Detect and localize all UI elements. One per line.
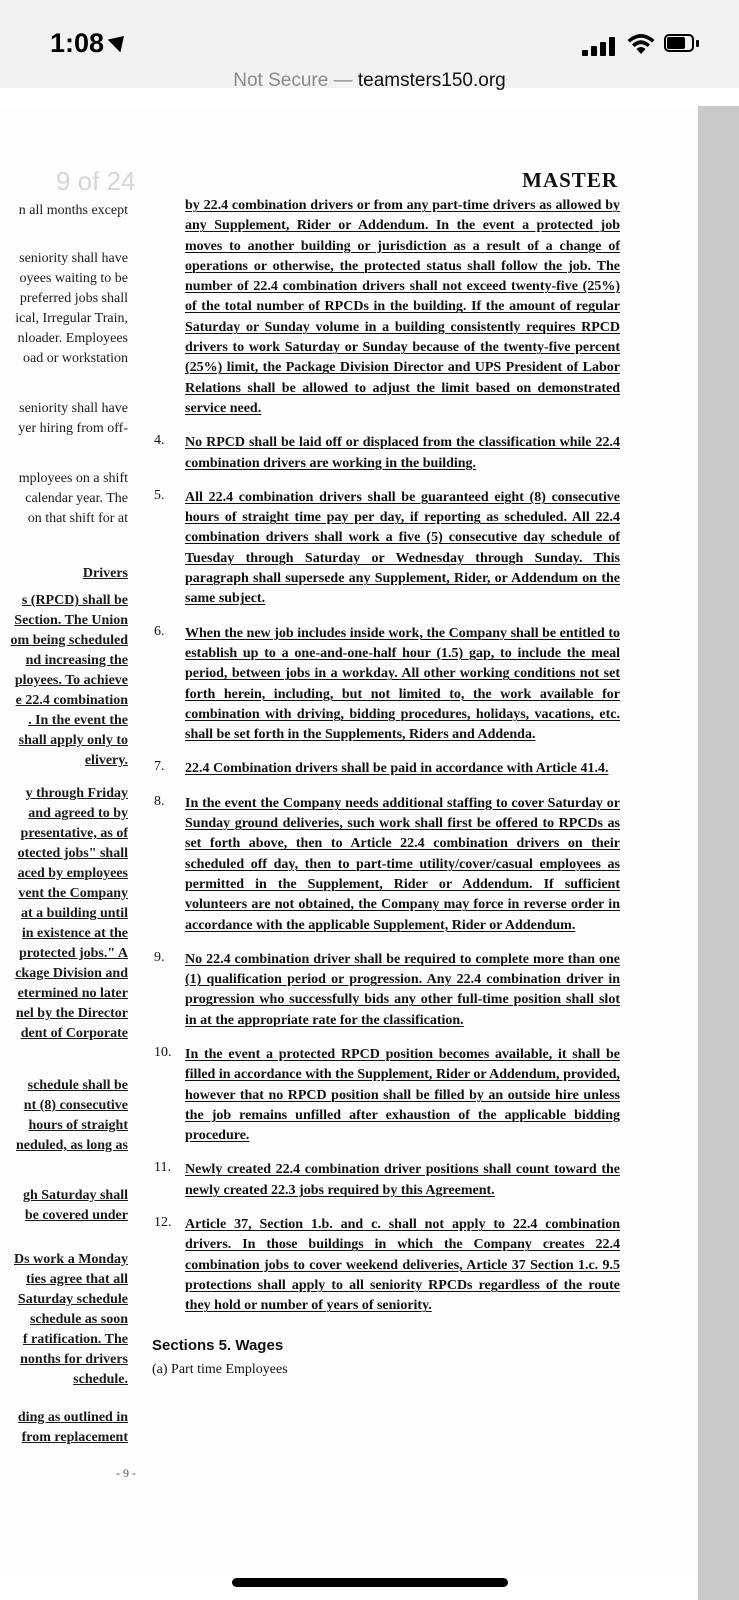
left-fragment: oyees waiting to be bbox=[19, 271, 128, 286]
item-text: 22.4 Combination drivers shall be paid in accordance with Article 41.4. bbox=[185, 761, 609, 777]
page-indicator: 9 of 24 bbox=[56, 166, 136, 196]
left-fragment: aced by employees bbox=[17, 866, 128, 881]
left-fragment: s (RPCD) shall be bbox=[21, 593, 128, 608]
list-item bbox=[152, 1160, 620, 1201]
item-text: Newly created 22.4 combination driver positions shall count toward the newly created 22.3 jobs required by this Agreement. bbox=[185, 1162, 620, 1198]
left-fragment: nloader. Employees bbox=[17, 331, 128, 346]
left-fragment: neduled, as long as bbox=[15, 1138, 128, 1153]
left-fragment: schedule shall be bbox=[27, 1078, 128, 1093]
left-fragment: ties agree that all bbox=[26, 1272, 128, 1287]
location-arrow-icon bbox=[108, 30, 131, 53]
left-fragment: nonths for drivers bbox=[20, 1352, 128, 1367]
item-number: 5. bbox=[154, 487, 165, 503]
item-number: 10. bbox=[154, 1044, 172, 1060]
item-text: In the event a protected RPCD position becomes available, it shall be filled in accordance with the Supplement, Rider or Addendum, provided, however that no RPCD position shall be filled by an outside hire unless the job remains unfilled after exhaustion of the applicable bidding procedure. bbox=[185, 1046, 620, 1144]
left-fragment: Drivers bbox=[82, 566, 128, 581]
url-bar[interactable] bbox=[0, 70, 739, 104]
clock: 1:08 bbox=[50, 28, 105, 58]
list-item bbox=[152, 1045, 620, 1146]
left-fragment: dent of Corporate bbox=[20, 1026, 128, 1041]
left-fragment: on that shift for at bbox=[27, 511, 128, 526]
list-item bbox=[152, 488, 620, 610]
left-fragment: from replacement bbox=[21, 1430, 128, 1445]
page-gutter bbox=[698, 106, 739, 1600]
page-number: - 9 - bbox=[116, 1466, 136, 1480]
left-fragment: seniority shall have bbox=[19, 251, 128, 266]
left-fragment: n all months except bbox=[18, 203, 128, 218]
left-fragment: mployees on a shift bbox=[18, 471, 128, 486]
left-fragment: etermined no later bbox=[17, 986, 128, 1001]
sub-item: (a) Part time Employees bbox=[152, 1361, 288, 1377]
left-fragment: nt (8) consecutive bbox=[23, 1098, 128, 1113]
section-heading: Sections 5. Wages bbox=[152, 1336, 284, 1354]
left-fragment: ckage Division and bbox=[15, 966, 128, 981]
continuation-paragraph bbox=[152, 196, 620, 419]
item-number: 6. bbox=[154, 623, 165, 639]
item-number: 4. bbox=[154, 433, 165, 449]
item-number: 12. bbox=[154, 1215, 172, 1231]
security-label: Not Secure bbox=[233, 70, 329, 91]
left-fragment: be covered under bbox=[24, 1208, 128, 1223]
url-separator: — bbox=[333, 70, 353, 91]
left-fragment: in existence at the bbox=[21, 926, 128, 941]
item-text: Article 37, Section 1.b. and c. shall not apply to 22.4 combination drivers. In those buildings in which the Company creates 22.4 combination jobs to cover weekend deliveries, Article 37 Section 1.c. 9.5 protections shall apply to all seniority RPCDs regardless of the route they hold or number of years of seniority. bbox=[185, 1217, 620, 1314]
left-fragment: nel by the Director bbox=[15, 1006, 128, 1021]
item-number: 8. bbox=[154, 793, 165, 809]
item-text: When the new job includes inside work, the Company shall be entitled to establish up to a one-and-one-half hour (1.5) gap, to include the meal period, between jobs in a workday. All other working conditions not set forth herein, including, but not limited to, the work available for combination with driving, bidding procedures, holidays, vacations, etc. shall be set forth in the Supplements, Riders and Addenda. bbox=[185, 625, 620, 743]
wifi-icon bbox=[626, 32, 656, 56]
left-fragment: at a building until bbox=[21, 906, 128, 921]
left-fragment: oad or workstation bbox=[23, 351, 128, 366]
url-domain: teamsters150.org bbox=[357, 70, 506, 91]
page-header: MASTER bbox=[522, 168, 618, 192]
home-indicator[interactable] bbox=[232, 1578, 508, 1587]
left-fragment: e 22.4 combination bbox=[15, 693, 128, 708]
item-number: 9. bbox=[154, 949, 165, 965]
left-fragment: Ds work a Monday bbox=[14, 1252, 128, 1267]
left-column-fragments bbox=[0, 106, 128, 1576]
left-fragment: nd increasing the bbox=[25, 653, 128, 668]
left-fragment: ployees. To achieve bbox=[14, 673, 128, 688]
left-fragment: elivery. bbox=[84, 753, 128, 768]
left-fragment: calendar year. The bbox=[25, 491, 128, 506]
main-column bbox=[152, 196, 620, 1378]
left-fragment: vent the Company bbox=[18, 886, 128, 901]
list-item bbox=[152, 1215, 620, 1316]
numbered-list bbox=[152, 433, 620, 1316]
left-fragment: protected jobs." A bbox=[18, 946, 128, 961]
left-fragment: . In the event the bbox=[28, 713, 128, 728]
document-page[interactable] bbox=[0, 106, 698, 1576]
item-text: In the event the Company needs additional staffing to cover Saturday or Sunday ground deliveries, such work shall first be offered to RPCDs as set forth above, then to Article 22.4 combination drivers on their scheduled off day, then to part-time utility/cover/casual employees as permitted in the Supplement, Rider or Addendum. If sufficient volunteers are not obtained, the Company may force in reverse order in accordance with the applicable Supplement, Rider or Addendum. bbox=[185, 795, 620, 933]
list-item bbox=[152, 624, 620, 746]
list-item bbox=[152, 794, 620, 936]
left-fragment: f ratification. The bbox=[22, 1332, 128, 1347]
left-fragment: Section. The Union bbox=[14, 613, 128, 628]
left-fragment: presentative, as of bbox=[20, 826, 128, 841]
left-fragment: y through Friday bbox=[25, 786, 128, 801]
left-fragment: otected jobs" shall bbox=[17, 846, 128, 861]
left-fragment: hours of straight bbox=[28, 1118, 128, 1133]
left-fragment: ding as outlined in bbox=[17, 1410, 128, 1425]
list-item bbox=[152, 950, 620, 1031]
left-fragment: preferred jobs shall bbox=[19, 291, 128, 306]
left-fragment: ical, Irregular Train, bbox=[15, 311, 128, 326]
item-number: 11. bbox=[154, 1160, 171, 1176]
status-time bbox=[50, 28, 128, 59]
left-fragment: Saturday schedule bbox=[17, 1292, 128, 1307]
left-fragment: shall apply only to bbox=[18, 733, 128, 748]
list-item bbox=[152, 433, 620, 474]
left-fragment: yer hiring from off- bbox=[18, 421, 128, 436]
cellular-signal-icon bbox=[582, 36, 618, 56]
left-fragment: schedule as soon bbox=[29, 1312, 128, 1327]
item-text: No 22.4 combination driver shall be required to complete more than one (1) qualification period or progression. Any 22.4 combination driver in progression who successfully bids any other full-time position shall slot in at the appropriate rate for the classification. bbox=[185, 951, 620, 1028]
list-item bbox=[152, 759, 620, 779]
left-fragment: om being scheduled bbox=[10, 633, 128, 648]
left-fragment: schedule. bbox=[73, 1372, 128, 1387]
continuation-text: by 22.4 combination drivers or from any part-time drivers as allowed by any Supplement, Rider or Addendum. In the event a protected job moves to another building or jurisdiction as a result of a change of operations or otherwise, the protected status shall follow the job. The number of 22.4 combination drivers shall not exceed twenty-five (25%) of the total number of RPCDs in the building. If the amount of regular Saturday or Sunday volume in a building consistently requires RPCD drivers to work Saturday or Sunday because of the twenty-five percent (25%) limit, the Package Division Director and UPS President of Labor Relations shall be allowed to adjust the limit based on demonstrated service need. bbox=[185, 198, 620, 416]
left-fragment: seniority shall have bbox=[19, 401, 128, 416]
item-text: All 22.4 combination drivers shall be guaranteed eight (8) consecutive hours of straight time pay per day, if reporting as scheduled. All 22.4 combination drivers shall work a five (5) consecutive day schedule of Tuesday through Saturday or Wednesday through Sunday. This paragraph shall supersede any Supplement, Rider, or Addendum on the same subject. bbox=[185, 489, 620, 607]
left-fragment: gh Saturday shall bbox=[22, 1188, 128, 1203]
item-text: No RPCD shall be laid off or displaced from the classification while 22.4 combination drivers are working in the building. bbox=[185, 435, 620, 471]
item-number: 7. bbox=[154, 759, 165, 775]
battery-icon bbox=[664, 34, 700, 54]
left-fragment: and agreed to by bbox=[28, 806, 128, 821]
